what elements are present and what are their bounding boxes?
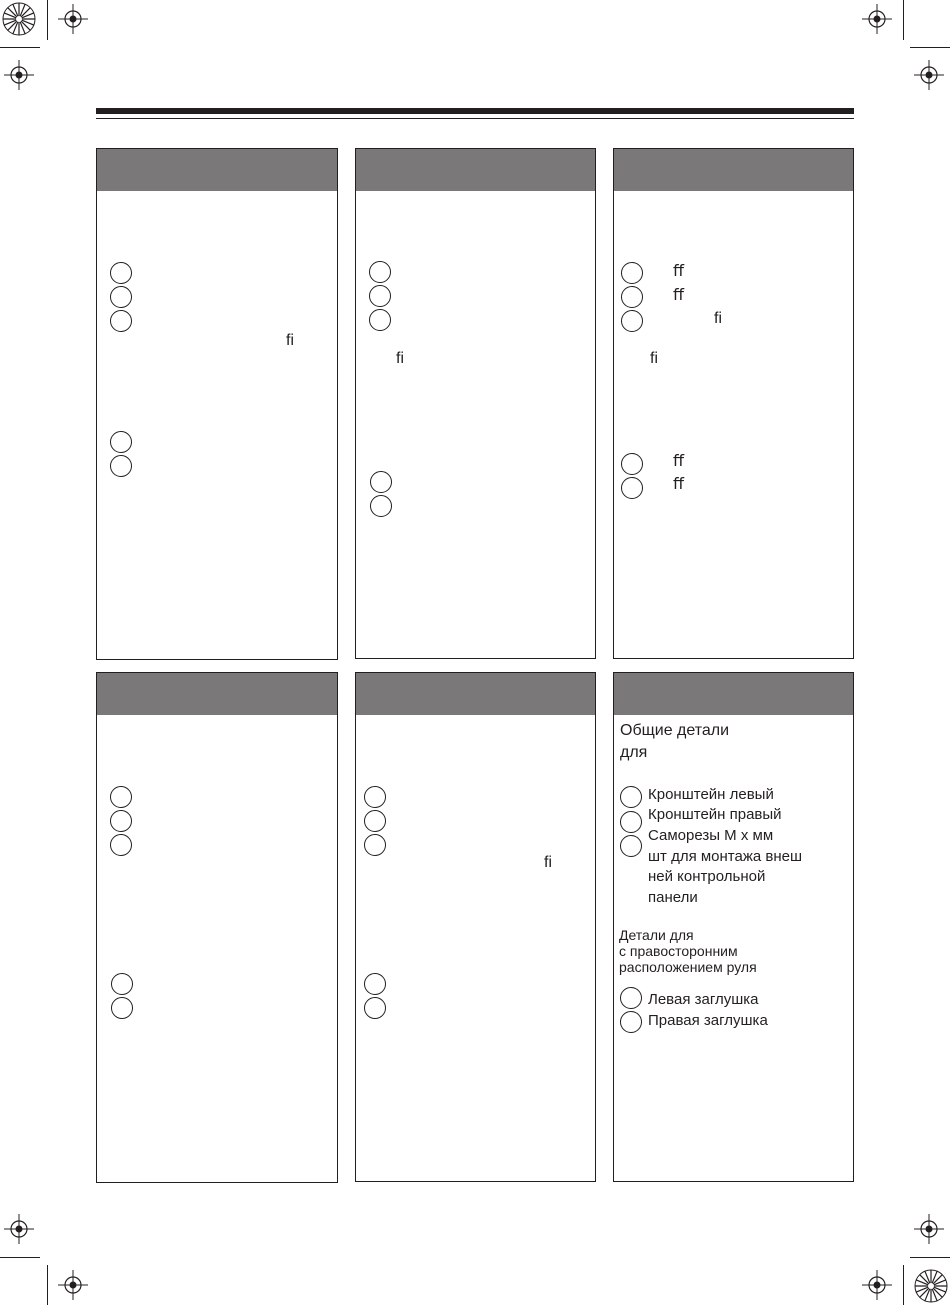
callout-circle (369, 285, 391, 307)
crosshair-registration-icon (58, 4, 88, 34)
rhd-parts-title-3: расположением руля (619, 959, 757, 975)
crosshair-registration-icon (4, 1214, 34, 1244)
callout-circle (110, 431, 132, 453)
crosshair-registration-icon (914, 60, 944, 90)
part-right-cap: Правая заглушка (648, 1012, 768, 1029)
callout-circle (110, 286, 132, 308)
crosshair-registration-icon (58, 1270, 88, 1300)
panel-1 (96, 148, 338, 660)
callout-circle (111, 973, 133, 995)
callout-circle (621, 262, 643, 284)
part-screws-desc-1: шт для монтажа внеш (648, 848, 803, 865)
ligature-ff: ﬀ (673, 287, 685, 304)
panel-header (97, 149, 337, 191)
callout-circle (620, 987, 642, 1009)
crosshair-registration-icon (862, 1270, 892, 1300)
callout-circle (369, 309, 391, 331)
ligature-fi: ﬁ (286, 332, 294, 349)
callout-circle (370, 471, 392, 493)
ligature-fi: ﬁ (544, 854, 552, 871)
crosshair-registration-icon (862, 4, 892, 34)
crop-mark (0, 47, 40, 48)
common-parts-title: Общие детали (620, 722, 730, 739)
crop-mark (47, 0, 48, 40)
callout-circle (620, 811, 642, 833)
callout-circle (364, 810, 386, 832)
crop-mark (903, 0, 904, 40)
starburst-registration-icon (914, 1269, 948, 1303)
callout-circle (364, 834, 386, 856)
crop-mark (910, 1257, 950, 1258)
callout-circle (364, 786, 386, 808)
callout-circle (111, 997, 133, 1019)
ligature-ff: ﬀ (673, 476, 685, 493)
part-bracket-right: Кронштейн правый (648, 806, 782, 823)
part-left-cap: Левая заглушка (648, 991, 759, 1008)
callout-circle (110, 310, 132, 332)
crop-mark (903, 1265, 904, 1305)
callout-circle (110, 455, 132, 477)
crop-mark (910, 47, 950, 48)
ligature-ff: ﬀ (673, 263, 685, 280)
header-rule-thin (96, 118, 854, 119)
callout-circle (110, 786, 132, 808)
callout-circle (621, 453, 643, 475)
common-parts-title-line2: для (620, 744, 648, 761)
ligature-ff: ﬀ (673, 453, 685, 470)
panel-header (614, 149, 853, 191)
panel-5 (355, 672, 596, 1182)
callout-circle (364, 997, 386, 1019)
part-screws-desc-2: ней контрольной (648, 868, 766, 885)
callout-circle (364, 973, 386, 995)
callout-circle (110, 810, 132, 832)
callout-circle (620, 786, 642, 808)
callout-circle (621, 310, 643, 332)
panel-3 (613, 148, 854, 659)
crosshair-registration-icon (4, 60, 34, 90)
panel-header (97, 673, 337, 715)
panel-4 (96, 672, 338, 1183)
crosshair-registration-icon (914, 1214, 944, 1244)
ligature-fi: ﬁ (396, 350, 404, 367)
part-screws-desc-3: панели (648, 889, 698, 906)
ligature-fi: ﬁ (650, 350, 658, 367)
crop-mark (0, 1257, 40, 1258)
callout-circle (110, 834, 132, 856)
callout-circle (621, 477, 643, 499)
rhd-parts-title-2: с правосторонним (619, 943, 738, 959)
callout-circle (110, 262, 132, 284)
part-bracket-left: Кронштейн левый (648, 786, 774, 803)
callout-circle (620, 835, 642, 857)
callout-circle (370, 495, 392, 517)
starburst-registration-icon (2, 2, 36, 36)
callout-circle (620, 1011, 642, 1033)
callout-circle (369, 261, 391, 283)
panel-2 (355, 148, 596, 659)
header-rule-thick (96, 108, 854, 114)
rhd-parts-title-1: Детали для (619, 927, 694, 943)
crop-mark (47, 1265, 48, 1305)
panel-header (356, 149, 595, 191)
ligature-fi: ﬁ (714, 310, 722, 327)
panel-header (614, 673, 853, 715)
part-screws: Саморезы М х мм (648, 827, 774, 844)
callout-circle (621, 286, 643, 308)
panel-header (356, 673, 595, 715)
